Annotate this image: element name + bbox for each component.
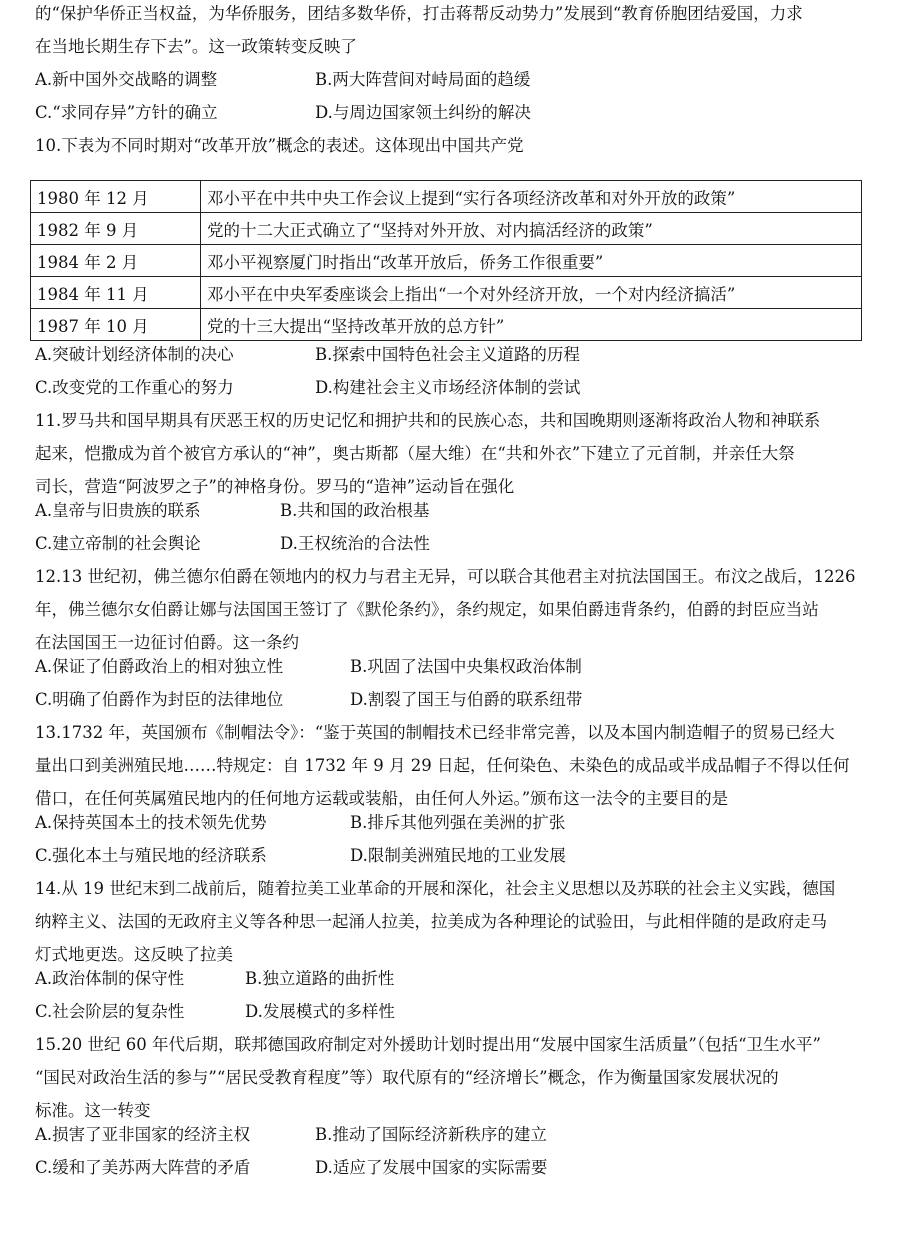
q14-stem-line-1: 14.从 19 世纪末到二战前后，随着拉美工业革命的开展和深化，社会主义思想以及苏联的社会主义实践，德国 <box>35 879 836 898</box>
q12-option-b[interactable]: B.巩固了法国中央集权政治体制 <box>350 657 582 676</box>
table-row <box>31 245 862 277</box>
q11-option-b[interactable]: B.共和国的政治根基 <box>280 501 430 520</box>
table-cell-date: 1984 年 11 月 <box>31 277 201 309</box>
q14-option-a[interactable]: A.政治体制的保守性 <box>35 969 185 988</box>
q10-table <box>30 180 862 341</box>
table-row <box>31 277 862 309</box>
table-cell-text: 党的十三大提出“坚持改革开放的总方针” <box>201 309 862 341</box>
q13-stem-line-3: 借口，在任何英属殖民地内的任何地方运载或装船，由任何人外运。”颁布这一法令的主要目的是 <box>35 789 729 808</box>
q10-stem: 10.下表为不同时期对“改革开放”概念的表述。这体现出中国共产党 <box>35 136 524 155</box>
q15-option-c[interactable]: C.缓和了美苏两大阵营的矛盾 <box>35 1158 251 1177</box>
table-cell-date: 1982 年 9 月 <box>31 213 201 245</box>
q13-stem-line-2: 量出口到美洲殖民地……特规定：自 1732 年 9 月 29 日起，任何染色、未染色的成品或半成品帽子不得以任何 <box>35 756 850 775</box>
q15-stem-line-1: 15.20 世纪 60 年代后期，联邦德国政府制定对外援助计划时提出用“发展中国家生活质量”（包括“卫生水平” <box>35 1035 821 1054</box>
q12-option-d[interactable]: D.割裂了国王与伯爵的联系纽带 <box>350 690 583 709</box>
q12-option-a[interactable]: A.保证了伯爵政治上的相对独立性 <box>35 657 284 676</box>
q14-option-b[interactable]: B.独立道路的曲折性 <box>245 969 395 988</box>
q15-option-b[interactable]: B.推动了国际经济新秩序的建立 <box>315 1125 547 1144</box>
table-cell-text: 邓小平在中共中央工作会议上提到“实行各项经济改革和对外开放的政策” <box>201 181 862 213</box>
table-cell-text: 邓小平在中央军委座谈会上指出“一个对外经济开放，一个对内经济搞活” <box>201 277 862 309</box>
q13-option-a[interactable]: A.保持英国本土的技术领先优势 <box>35 813 267 832</box>
q10-option-a[interactable]: A.突破计划经济体制的决心 <box>35 345 234 364</box>
table-cell-date: 1984 年 2 月 <box>31 245 201 277</box>
q14-option-c[interactable]: C.社会阶层的复杂性 <box>35 1002 185 1021</box>
q11-stem-line-2: 起来，恺撒成为首个被官方承认的“神”，奥古斯都（屋大维）在“共和外衣”下建立了元首制，并亲任大祭 <box>35 444 795 463</box>
q11-stem-line-3: 司长，营造“阿波罗之子”的神格身份。罗马的“造神”运动旨在强化 <box>35 477 515 496</box>
q10-option-b[interactable]: B.探索中国特色社会主义道路的历程 <box>315 345 580 364</box>
q9-option-b[interactable]: B.两大阵营间对峙局面的趋缓 <box>315 70 531 89</box>
q9-stem-line-1: 的“保护华侨正当权益，为华侨服务，团结多数华侨，打击蒋帮反动势力”发展到“教育侨胞团结爱国，力求 <box>35 4 803 23</box>
table-cell-text: 邓小平视察厦门时指出“改革开放后，侨务工作很重要” <box>201 245 862 277</box>
q14-option-d[interactable]: D.发展模式的多样性 <box>245 1002 395 1021</box>
q12-stem-line-1: 12.13 世纪初，佛兰德尔伯爵在领地内的权力与君主无异，可以联合其他君主对抗法国国王。布汶之战后，1226 <box>35 567 856 586</box>
table-cell-text: 党的十二大正式确立了“坚持对外开放、对内搞活经济的政策” <box>201 213 862 245</box>
table-row <box>31 181 862 213</box>
q10-option-c[interactable]: C.改变党的工作重心的努力 <box>35 378 234 397</box>
q15-stem-line-2: “国民对政治生活的参与”“居民受教育程度”等）取代原有的“经济增长”概念，作为衡量国家发展状况的 <box>35 1068 779 1087</box>
q15-option-a[interactable]: A.损害了亚非国家的经济主权 <box>35 1125 251 1144</box>
table-row <box>31 309 862 341</box>
q13-option-b[interactable]: B.排斥其他列强在美洲的扩张 <box>350 813 566 832</box>
q12-stem-line-2: 年，佛兰德尔女伯爵让娜与法国国王签订了《默伦条约》，条约规定，如果伯爵违背条约，伯爵的封臣应当站 <box>35 600 819 619</box>
table-cell-date: 1987 年 10 月 <box>31 309 201 341</box>
q12-stem-line-3: 在法国国王一边征讨伯爵。这一条约 <box>35 633 299 652</box>
q14-stem-line-2: 纳粹主义、法国的无政府主义等各种思一起涌人拉美，拉美成为各种理论的试验田，与此相伴随的是政府走马 <box>35 912 827 931</box>
q9-option-d[interactable]: D.与周边国家领土纠纷的解决 <box>315 103 531 122</box>
q11-option-c[interactable]: C.建立帝制的社会舆论 <box>35 534 201 553</box>
q9-stem-line-2: 在当地长期生存下去”。这一政策转变反映了 <box>35 37 357 56</box>
q11-option-d[interactable]: D.王权统治的合法性 <box>280 534 430 553</box>
q11-stem-line-1: 11.罗马共和国早期具有厌恶王权的历史记忆和拥护共和的民族心态，共和国晚期则逐渐将政治人物和神联系 <box>35 411 821 430</box>
q11-option-a[interactable]: A.皇帝与旧贵族的联系 <box>35 501 201 520</box>
q9-option-c[interactable]: C.“求同存异”方针的确立 <box>35 103 218 122</box>
q14-stem-line-3: 灯式地更迭。这反映了拉美 <box>35 945 233 964</box>
q9-option-a[interactable]: A.新中国外交战略的调整 <box>35 70 218 89</box>
q13-option-c[interactable]: C.强化本土与殖民地的经济联系 <box>35 846 267 865</box>
q15-option-d[interactable]: D.适应了发展中国家的实际需要 <box>315 1158 548 1177</box>
q15-stem-line-3: 标准。这一转变 <box>35 1101 151 1120</box>
q10-option-d[interactable]: D.构建社会主义市场经济体制的尝试 <box>315 378 581 397</box>
table-cell-date: 1980 年 12 月 <box>31 181 201 213</box>
q12-option-c[interactable]: C.明确了伯爵作为封臣的法律地位 <box>35 690 284 709</box>
q13-option-d[interactable]: D.限制美洲殖民地的工业发展 <box>350 846 566 865</box>
table-row <box>31 213 862 245</box>
q13-stem-line-1: 13.1732 年，英国颁布《制帽法令》：“鉴于英国的制帽技术已经非常完善，以及本国内制造帽子的贸易已经大 <box>35 723 835 742</box>
